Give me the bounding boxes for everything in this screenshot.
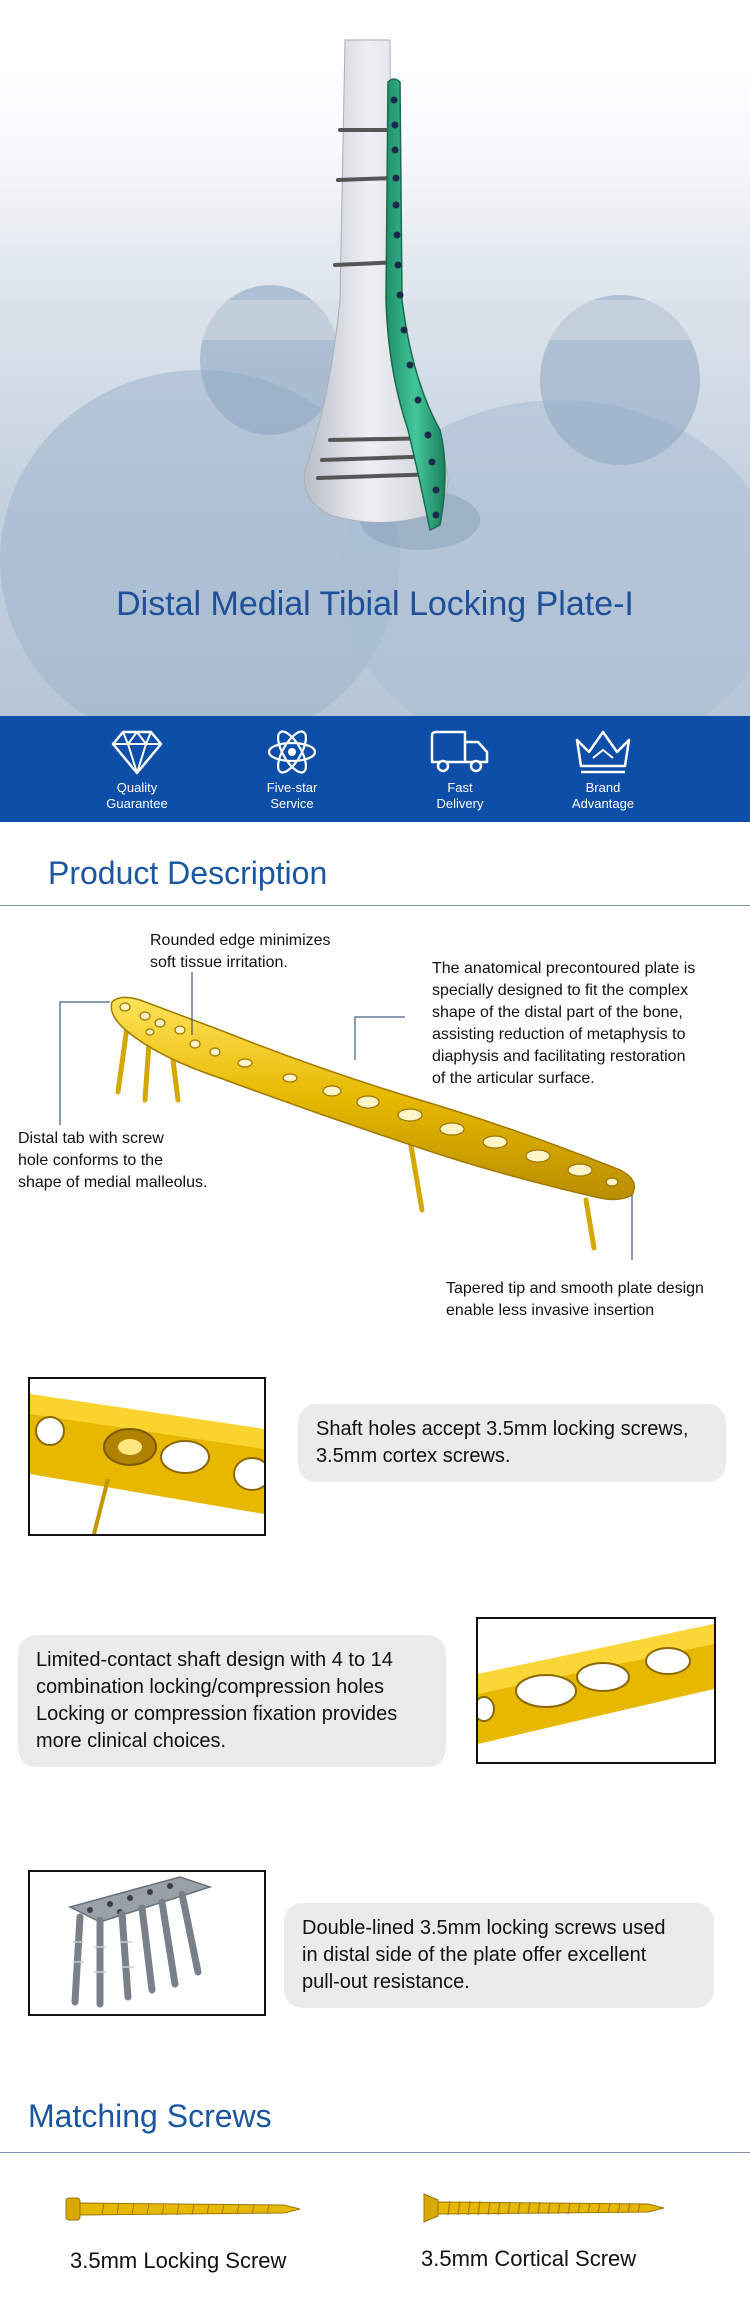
feature-label: Brand Advantage <box>571 780 635 811</box>
hero-section <box>0 0 750 716</box>
limited-contact-photo <box>476 1617 716 1764</box>
double-lined-screws-text: Double-lined 3.5mm locking screws used in distal side of the plate offer excellent pull-out resistance. <box>284 1903 714 2008</box>
hero-title: Distal Medial Tibial Locking Plate-I <box>116 585 634 623</box>
diamond-icon <box>111 728 163 776</box>
crown-icon <box>573 728 633 776</box>
feature-service <box>227 728 357 812</box>
cortical-screw-image <box>424 2194 664 2222</box>
callout-distal-tab: Distal tab with screw hole conforms to the shape of medial malleolus. <box>18 1130 208 1191</box>
matching-screws-title: Matching Screws <box>28 2098 272 2134</box>
feature-label: Fast Delivery <box>436 780 484 811</box>
feature-delivery <box>395 728 525 812</box>
locking-screw-image <box>64 2192 304 2226</box>
features-banner <box>0 716 750 822</box>
section-divider <box>0 905 750 906</box>
callout-rounded-edge: Rounded edge minimizes soft tissue irritation. <box>150 932 331 971</box>
cortical-screw-label: 3.5mm Cortical Screw <box>421 2246 637 2271</box>
feature-brand <box>538 728 668 812</box>
callout-anatomical: The anatomical precontoured plate is specially designed to fit the complex shape of the distal part of the bone, assisting reduction of metaphysis to diaphysis and facilitating restoration of the articular surface. <box>432 960 696 1087</box>
section-divider <box>0 2152 750 2153</box>
feature-label: Quality Guarantee <box>106 780 168 811</box>
double-lined-screws-photo <box>28 1870 266 2016</box>
truck-icon <box>429 728 491 776</box>
shaft-holes-text: Shaft holes accept 3.5mm locking screws, 3.5mm cortex screws. <box>298 1404 726 1482</box>
atom-icon <box>266 728 318 776</box>
shaft-holes-photo <box>28 1377 266 1536</box>
feature-label: Five-star Service <box>266 780 318 811</box>
callout-tapered-tip: Tapered tip and smooth plate design enable less invasive insertion <box>446 1280 704 1319</box>
feature-quality <box>72 728 202 812</box>
product-description-title: Product Description <box>48 855 328 891</box>
locking-screw-label: 3.5mm Locking Screw <box>70 2248 287 2273</box>
limited-contact-text: Limited-contact shaft design with 4 to 14 combination locking/compression holes Locking or compression fixation provides more clinical choices. <box>18 1635 446 1767</box>
